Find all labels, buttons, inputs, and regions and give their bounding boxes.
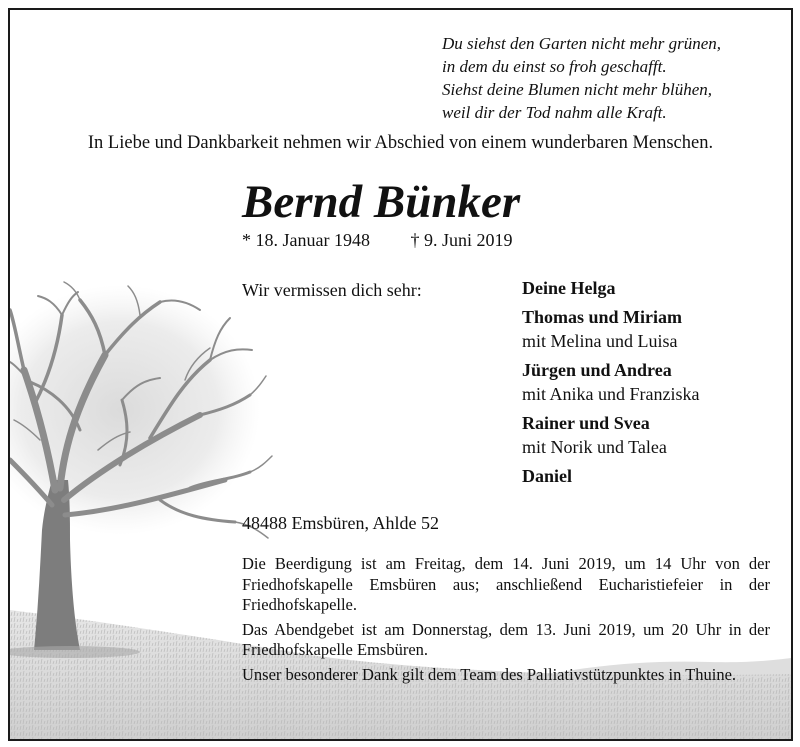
- birth-date: * 18. Januar 1948: [242, 230, 370, 250]
- mourner-name: Thomas und Miriam: [522, 307, 683, 327]
- list-item: [522, 411, 784, 459]
- obituary-card: [8, 8, 793, 741]
- list-item: [522, 464, 784, 488]
- mourner-name: Deine Helga: [522, 278, 616, 298]
- mourners-list: [522, 276, 784, 493]
- poem-line: weil dir der Tod nahm alle Kraft.: [442, 103, 667, 122]
- mourners-label: Wir vermissen dich sehr:: [242, 280, 422, 300]
- mourner-name: Jürgen und Andrea: [522, 360, 672, 380]
- list-item: [522, 276, 784, 300]
- intro-text: In Liebe und Dankbarkeit nehmen wir Abschied von einem wunderbaren Menschen.: [87, 133, 714, 153]
- thanks-notice: Unser besonderer Dank gilt dem Team des Palliativstützpunktes in Thuine.: [242, 664, 737, 684]
- life-dates: [242, 228, 513, 252]
- mourner-children: mit Anika und Franziska: [522, 384, 700, 404]
- address: 48488 Emsbüren, Ahlde 52: [242, 513, 439, 533]
- mourner-name: Rainer und Svea: [522, 413, 650, 433]
- death-date: † 9. Juni 2019: [410, 230, 513, 250]
- mourner-name: Daniel: [522, 466, 573, 486]
- prayer-notice: Das Abendgebet ist am Donnerstag, dem 13. Juni 2019, um 20 Uhr in der Friedhofskapelle Emsbüren.: [242, 619, 770, 659]
- notices: [242, 554, 770, 689]
- mourner-children: mit Melina und Luisa: [522, 331, 678, 351]
- poem-line: Siehst deine Blumen nicht mehr blühen,: [442, 80, 713, 99]
- list-item: [522, 358, 784, 406]
- deceased-name: Bernd Bünker: [242, 176, 521, 228]
- poem: [442, 32, 782, 124]
- funeral-notice: Die Beerdigung ist am Freitag, dem 14. Juni 2019, um 14 Uhr von der Friedhofskapelle Emsbüren aus; anschließend Eucharistiefeier in der Friedhofskapelle.: [242, 554, 770, 614]
- poem-line: Du siehst den Garten nicht mehr grünen,: [442, 34, 722, 53]
- list-item: [522, 305, 784, 353]
- mourner-children: mit Norik und Talea: [522, 437, 667, 457]
- poem-line: in dem du einst so froh geschafft.: [442, 57, 667, 76]
